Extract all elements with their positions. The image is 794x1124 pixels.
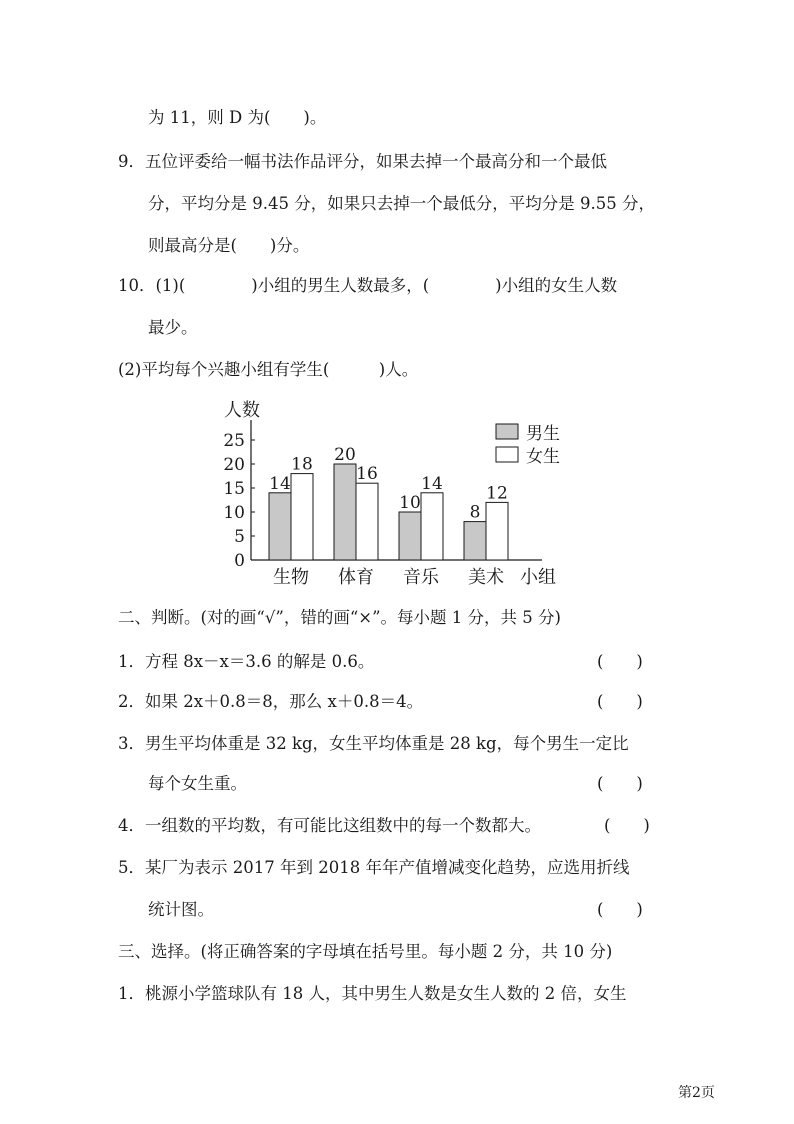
judge-answer-4[interactable]: ( ) <box>604 816 650 835</box>
x-axis-label: 小组 <box>520 567 556 588</box>
bar-value-label: 10 <box>399 493 421 513</box>
section-2-title: 二、判断。(对的画“√”，错的画“×”。每小题 1 分，共 5 分) <box>118 608 561 627</box>
question-10-line-2: 最少。 <box>148 318 198 337</box>
bar-value-label: 16 <box>356 464 378 485</box>
bar-female <box>486 502 508 560</box>
category-labels <box>273 567 504 588</box>
y-tick-label: 0 <box>234 551 245 571</box>
judge-answer-5[interactable]: ( ) <box>597 900 643 919</box>
choice-question-1-line-1: 1．桃源小学篮球队有 18 人，其中男生人数是女生人数的 2 倍，女生 <box>118 984 627 1003</box>
y-tick-label: 10 <box>223 503 245 523</box>
bars <box>269 445 508 560</box>
y-tick-label: 5 <box>234 527 245 547</box>
bar-value-label: 8 <box>469 502 481 523</box>
bar-value-label: 14 <box>421 473 443 494</box>
judge-item-5: 5．某厂为表示 2017 年到 2018 年年产值增减变化趋势，应选用折线 <box>118 858 630 877</box>
judge-item-4: 4．一组数的平均数，有可能比这组数中的每一个数都大。 <box>118 816 541 835</box>
judge-item-2: 2．如果 2x＋0.8＝8，那么 x＋0.8＝4。 <box>118 692 424 711</box>
legend-label-male: 男生 <box>526 424 560 444</box>
question-8-tail: 为 11，则 D 为( )。 <box>148 108 327 127</box>
bar-value-label: 12 <box>486 483 508 504</box>
bar-female <box>421 493 443 560</box>
category-label: 美术 <box>468 567 504 588</box>
judge-item-5-cont: 统计图。 <box>148 900 214 919</box>
category-label: 生物 <box>273 567 309 588</box>
legend-swatch-male <box>496 424 518 439</box>
category-label: 音乐 <box>403 567 439 588</box>
y-tick-label: 15 <box>223 479 245 499</box>
bar-male <box>399 512 421 560</box>
legend-swatch-female <box>496 447 518 462</box>
bar-male <box>269 493 291 560</box>
judge-answer-3[interactable]: ( ) <box>597 774 643 793</box>
bar-female <box>291 474 313 560</box>
question-9-line-1: 9．五位评委给一幅书法作品评分，如果去掉一个最高分和一个最低 <box>118 152 607 171</box>
bar-female <box>356 483 378 560</box>
question-10-line-1: 10．(1)( )小组的男生人数最多，( )小组的女生人数 <box>118 276 618 295</box>
bar-male <box>334 464 356 560</box>
question-9-line-2: 分，平均分是 9.45 分，如果只去掉一个最低分，平均分是 9.55 分， <box>148 194 655 213</box>
judge-answer-1[interactable]: ( ) <box>597 652 643 671</box>
judge-answer-2[interactable]: ( ) <box>597 692 643 711</box>
bar-value-label: 18 <box>291 454 313 475</box>
question-9-line-3: 则最高分是( )分。 <box>148 236 310 255</box>
legend-label-female: 女生 <box>526 447 560 467</box>
bar-male <box>464 522 486 560</box>
y-axis-label: 人数 <box>224 400 260 421</box>
y-ticks <box>223 431 255 571</box>
judge-item-1: 1．方程 8x－x＝3.6 的解是 0.6。 <box>118 652 375 671</box>
question-10-part-2: (2)平均每个兴趣小组有学生( )人。 <box>118 360 419 379</box>
judge-item-3-cont: 每个女生重。 <box>148 774 247 793</box>
y-tick-label: 25 <box>223 431 245 451</box>
category-label: 体育 <box>338 567 374 588</box>
page-number: 第2页 <box>678 1085 715 1101</box>
bar-chart <box>200 392 580 592</box>
bar-value-label: 20 <box>334 445 356 465</box>
judge-item-3: 3．男生平均体重是 32 kg，女生平均体重是 28 kg，每个男生一定比 <box>118 734 629 753</box>
section-3-title: 三、选择。(将正确答案的字母填在括号里。每小题 2 分，共 10 分) <box>118 942 613 961</box>
legend <box>496 424 560 467</box>
bar-value-label: 14 <box>269 473 291 494</box>
y-tick-label: 20 <box>223 455 245 475</box>
